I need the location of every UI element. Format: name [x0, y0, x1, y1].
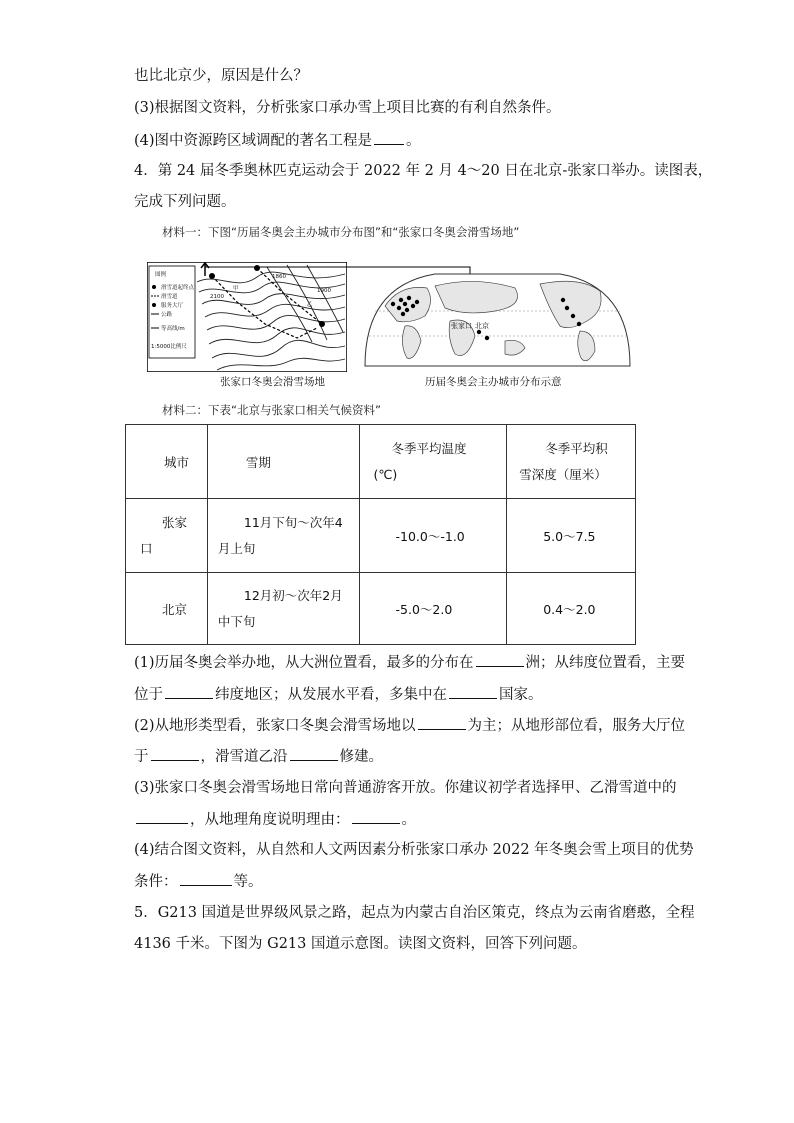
table-header-row — [126, 425, 636, 499]
question-4-2 — [134, 715, 685, 736]
question-text: 位于 — [134, 687, 163, 703]
cell-period-line1: 12月初～次年2月 — [243, 587, 343, 603]
answer-blank[interactable] — [180, 871, 232, 886]
answer-blank[interactable] — [352, 809, 400, 824]
legend-item: 服务大厅 — [161, 303, 184, 309]
cell-temperature: -5.0～2.0 — [359, 573, 507, 645]
cell-city — [126, 499, 208, 573]
header-temperature-line2: (℃) — [373, 466, 398, 482]
cell-period-line2: 月上旬 — [217, 540, 256, 556]
map-label-zhangjiakou: 张家口 — [451, 322, 472, 330]
question-text: (2)从地形类型看，张家口冬奥会滑雪场地以 — [134, 718, 416, 734]
text-line: 也比北京少，原因是什么？ — [134, 68, 308, 84]
question-text: ，滑雪道乙沿 — [200, 749, 288, 765]
left-figure-caption: 张家口冬奥会滑雪场地 — [220, 376, 325, 388]
table-row — [126, 573, 636, 645]
cell-temperature: -10.0～-1.0 — [359, 499, 507, 573]
question-4-1-cont — [134, 684, 543, 705]
answer-blank[interactable] — [476, 652, 524, 667]
world-map-graphic — [355, 266, 640, 372]
question-text: 于 — [134, 749, 149, 765]
question-5-intro: 5．G213 国道是世界级风景之路，起点为内蒙古自治区策克，终点为云南省磨憨，全程 — [134, 905, 695, 921]
question-4-1 — [134, 652, 685, 673]
question-5-intro-cont: 4136 千米。下图为 G213 国道示意图。读图文资料，回答下列问题。 — [134, 936, 587, 952]
header-snow-depth — [507, 425, 636, 499]
question-4-4-cont — [134, 871, 263, 892]
cell-period-line2: 中下旬 — [217, 613, 256, 629]
question-text: 。 — [406, 133, 421, 149]
question-text: ，从地理角度说明理由： — [190, 812, 350, 828]
legend-item: 公路 — [161, 312, 173, 318]
answer-blank[interactable] — [418, 715, 466, 730]
answer-blank[interactable] — [374, 130, 404, 145]
answer-blank[interactable] — [165, 684, 213, 699]
climate-table — [125, 424, 636, 645]
header-snow-depth-line1: 冬季平均积 — [545, 440, 608, 456]
cell-snow-depth: 0.4～2.0 — [507, 573, 636, 645]
legend-item: 1:5000比例尺 — [151, 344, 187, 350]
cell-snow-period — [207, 573, 359, 645]
world-map — [355, 266, 640, 372]
ski-run-label: 乙 — [307, 302, 313, 308]
question-text: 洲；从纬度位置看，主要 — [525, 655, 686, 671]
contour-label: 1900 — [317, 288, 331, 294]
legend-item: 滑雪道 — [161, 294, 178, 300]
header-snow-period: 雪期 — [207, 425, 359, 499]
ski-run-label: 甲 — [233, 286, 239, 292]
header-temperature — [359, 425, 507, 499]
question-text: (4)图中资源跨区域调配的著名工程是 — [134, 133, 373, 149]
header-temperature-line1: 冬季平均温度 — [391, 440, 467, 456]
question-text: 修建。 — [339, 749, 383, 765]
question-intro: 4．第 24 届冬季奥林匹克运动会于 2022 年 2 月 4～20 日在北京-张家口举办。读图表， — [134, 163, 713, 179]
map-label-beijing: 北京 — [475, 322, 489, 330]
question-4-2-cont — [134, 746, 383, 767]
cell-period-line1: 11月下旬～次年4 — [243, 514, 343, 530]
question-4 — [134, 130, 421, 151]
material-two-caption: 材料二：下表“北京与张家口相关气候资料” — [162, 403, 381, 417]
answer-blank[interactable] — [136, 809, 188, 824]
header-snow-depth-line2: 雪深度（厘米） — [519, 466, 607, 482]
table-row — [126, 499, 636, 573]
cell-snow-period — [207, 499, 359, 573]
question-intro: 完成下列问题。 — [134, 194, 236, 210]
contour-label: 2100 — [210, 294, 224, 300]
answer-blank[interactable] — [151, 746, 199, 761]
question-text: 为主；从地形部位看，服务大厅位 — [467, 718, 686, 734]
cell-city: 北京 — [126, 573, 208, 645]
question-4-3-cont — [134, 809, 416, 830]
question-text: 。 — [401, 812, 416, 828]
question-text: 等。 — [233, 874, 263, 890]
legend-item: 等高线/m — [161, 326, 185, 332]
question-text: 国家。 — [499, 687, 543, 703]
question-4-3: (3)张家口冬奥会滑雪场地日常向普通游客开放。你建议初学者选择甲、乙滑雪道中的 — [134, 780, 677, 796]
answer-blank[interactable] — [449, 684, 497, 699]
question-text: 条件： — [134, 874, 178, 890]
cell-city-line1: 张家 — [162, 514, 188, 530]
header-city: 城市 — [126, 425, 208, 499]
right-figure-caption: 历届冬奥会主办城市分布示意 — [425, 376, 562, 388]
material-one-caption: 材料一：下图“历届冬奥会主办城市分布图”和“张家口冬奥会滑雪场地” — [162, 225, 520, 239]
cell-city-line2: 口 — [140, 540, 153, 556]
contour-label: 1860 — [272, 274, 286, 280]
legend-item: 滑雪道起终点 — [161, 285, 195, 291]
answer-blank[interactable] — [290, 746, 338, 761]
question-3: (3)根据图文资料，分析张家口承办雪上项目比赛的有利自然条件。 — [134, 100, 561, 116]
question-4-4: (4)结合图文资料，从自然和人文两因素分析张家口承办 2022 年冬奥会雪上项目的优势 — [134, 842, 694, 858]
cell-snow-depth: 5.0～7.5 — [507, 499, 636, 573]
legend-title: 图例 — [155, 272, 167, 278]
question-text: 纬度地区；从发展水平看，多集中在 — [215, 687, 447, 703]
question-text: (1)历届冬奥会举办地，从大洲位置看，最多的分布在 — [134, 655, 474, 671]
